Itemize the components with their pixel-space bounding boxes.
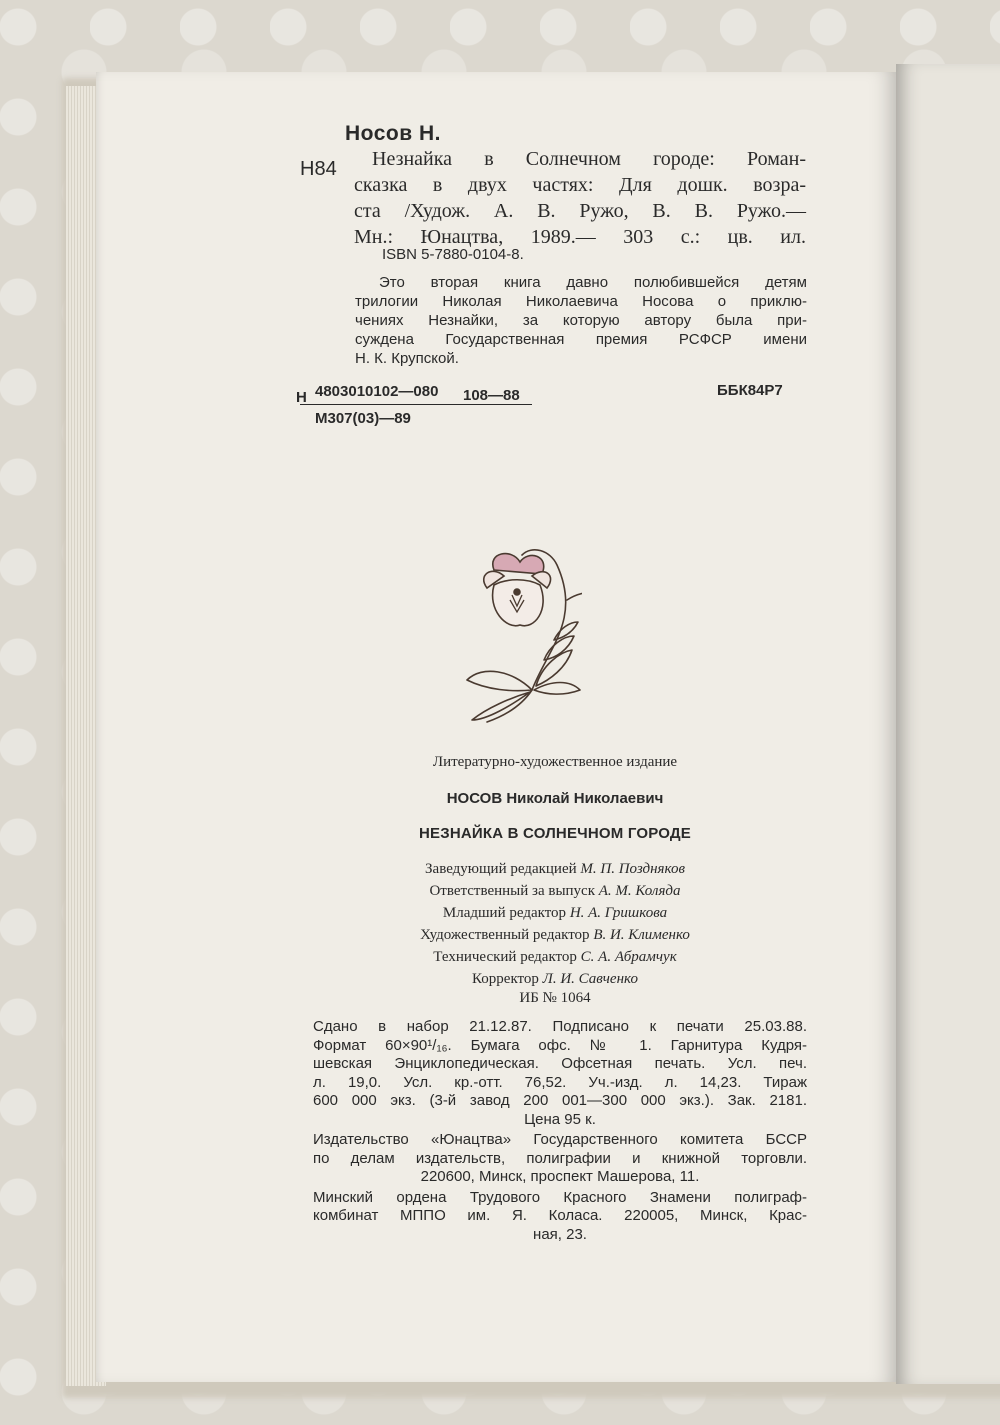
book-title: НЕЗНАЙКА В СОЛНЕЧНОМ ГОРОДЕ [419,825,691,842]
publisher-line: 220600, Минск, проспект Машерова, 11. [420,1168,700,1185]
annotation-line: суждена Государственная премия РСФСР имени [355,331,807,348]
credit-line: Ответственный за выпуск А. М. Коляда [429,883,681,899]
printer-line: Минский ордена Трудового Красного Знамени полиграф- [313,1188,807,1206]
annotation-line: Это вторая книга давно полюбившейся детям [379,274,807,291]
classification-denominator: М307(03)—89 [315,410,411,427]
isbn: ISBN 5-7880-0104-8. [382,246,524,263]
author-full-name: НОСОВ Николай Николаевич [446,790,664,807]
imprint-line: Сдано в набор 21.12.87. Подписано к печати 25.03.88. [313,1018,807,1035]
credit-line: Художественный редактор В. И. Клименко [420,927,690,943]
bbk-index: ББК84Р7 [717,382,783,399]
annotation [355,273,807,368]
credit-line: Младший редактор Н. А. Гришкова [442,905,668,921]
classification-fraction-line [300,404,532,405]
publisher-line: по делам издательств, полиграфии и книжной торговли. [313,1149,807,1167]
catalog-description [354,146,806,250]
imprint-line: шевская Энциклопедическая. Офсетная печать. Усл. печ. [313,1055,807,1072]
imprint-block [313,1018,807,1244]
imprint-line: л. 19,0. Усл. кр.-отт. 76,52. Уч.-изд. л. 14,23. Тираж [313,1073,807,1091]
facing-page [896,64,1000,1384]
classification-numerator: 4803010102—080 [315,383,439,400]
ib-number: ИБ № 1064 [519,990,591,1006]
annotation-line: чениях Незнайки, за которую автору была при- [355,312,807,329]
pansy-flower-icon [432,540,582,730]
description-line: Незнайка в Солнечном городе: Роман- [372,148,806,170]
description-line: сказка в двух частях: Для дошк. возра- [354,174,806,196]
catalog-author-code: Н84 [300,158,337,180]
annotation-line: трилогии Николая Николаевича Носова о приклю- [355,293,807,310]
classification-letter: Н [296,389,307,406]
edition-type: Литературно-художественное издание [432,754,678,770]
annotation-line: Н. К. Крупской. [355,350,459,367]
printer-line: комбинат МППО им. Я. Коласа. 220005, Минск, Крас- [313,1207,807,1224]
imprint-line: Формат 60×90¹/₁₆. Бумага офс. № 1. Гарнитура Кудря- [313,1036,807,1054]
price-line: Цена 95 к. [524,1110,596,1128]
description-line: Мн.: Юнацтва, 1989.— 303 с.: цв. ил. [354,226,806,248]
description-line: ста /Худож. А. В. Ружо, В. В. Ружо.— [354,200,806,222]
credits-list [300,858,810,990]
classification-suffix: 108—88 [463,387,520,404]
printer-line: ная, 23. [533,1225,587,1243]
imprint-line: 600 000 экз. (3-й завод 200 001—300 000 экз.). Зак. 2181. [313,1092,807,1109]
catalog-author: Носов Н. [345,122,441,145]
credit-line: Технический редактор С. А. Абрамчук [433,949,677,965]
credit-line: Заведующий редакцией М. П. Поздняков [425,861,685,877]
publisher-line: Издательство «Юнацтва» Государственного комитета БССР [313,1131,807,1148]
credit-line: Корректор Л. И. Савченко [472,971,638,987]
